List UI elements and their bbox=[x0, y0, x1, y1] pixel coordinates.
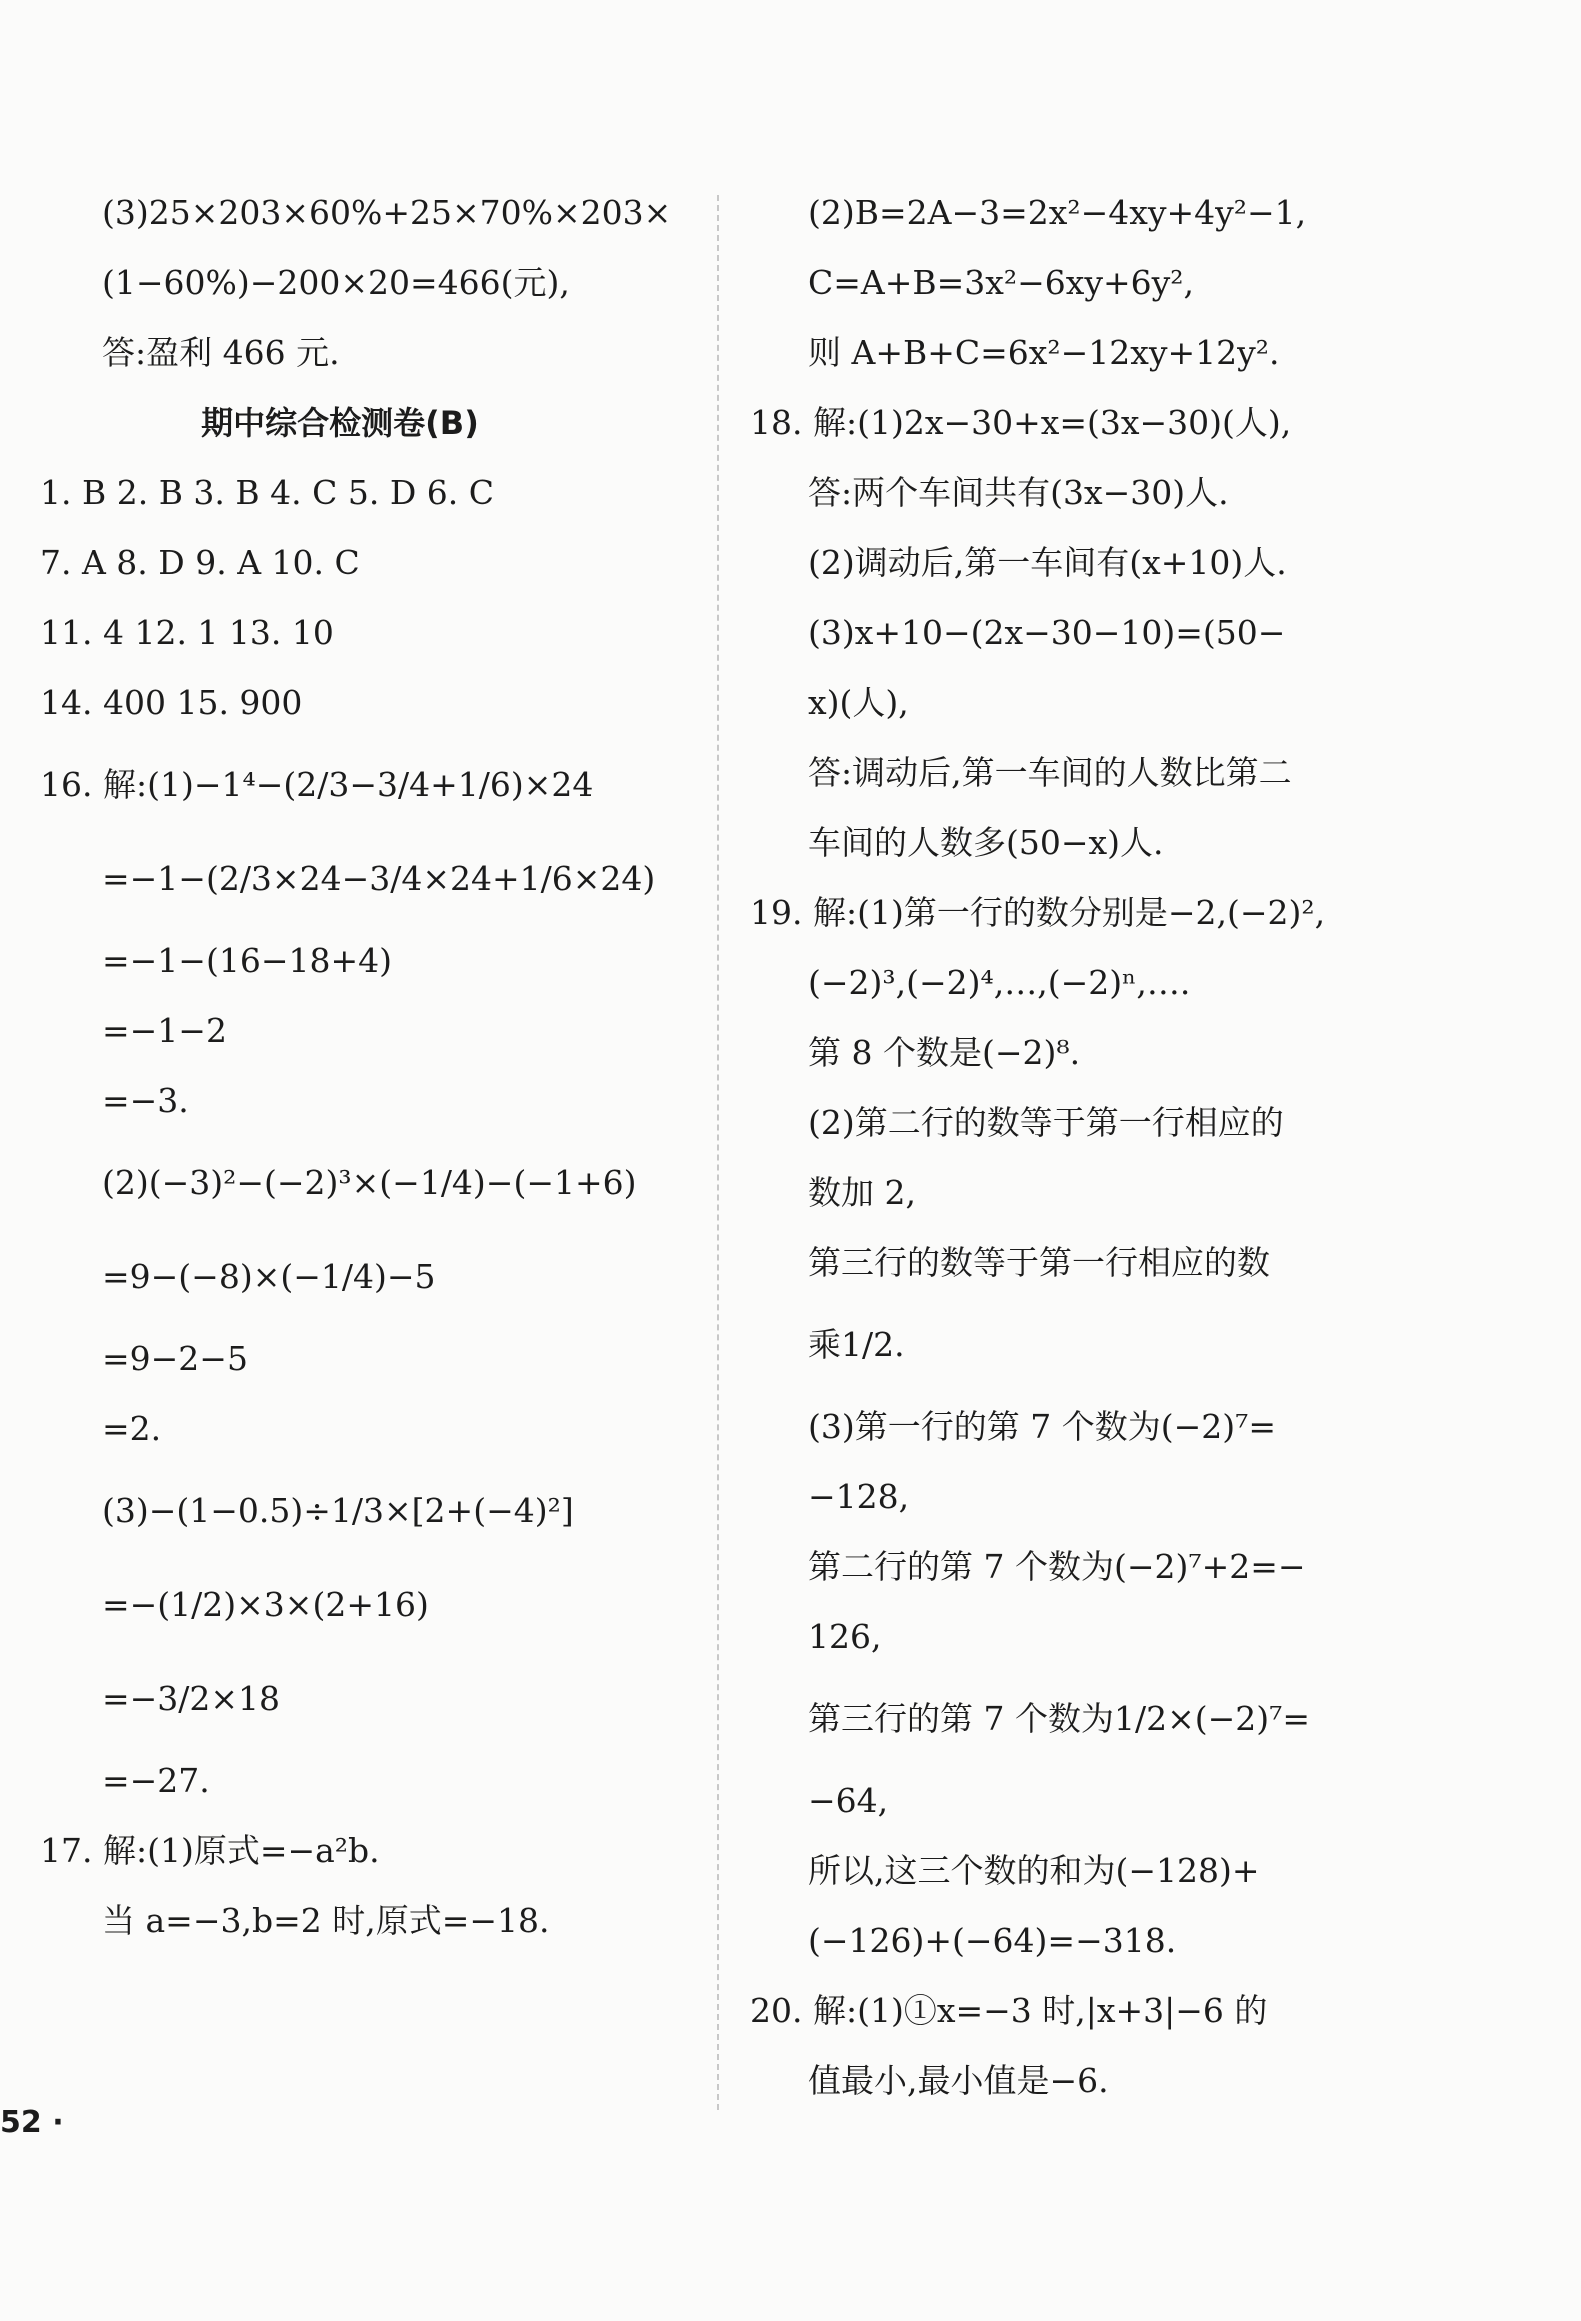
text-line: 值最小,最小值是−6. bbox=[808, 2061, 1109, 2100]
math-step: =−27. bbox=[102, 1761, 210, 1800]
text-line: 126, bbox=[808, 1617, 882, 1656]
problem-19-heading: 19. 解:(1)第一行的数分别是−2,(−2)², bbox=[750, 893, 1326, 932]
page-number: 52 · bbox=[0, 2105, 64, 2140]
text-line: 当 a=−3,b=2 时,原式=−18. bbox=[102, 1901, 550, 1940]
text-line: −64, bbox=[808, 1781, 889, 1820]
text-line: (3)x+10−(2x−30−10)=(50− bbox=[808, 613, 1286, 652]
answer-row: 11. 4 12. 1 13. 10 bbox=[40, 613, 334, 652]
math-step: =−3/2×18 bbox=[102, 1679, 281, 1718]
math-step: (2)(−3)²−(−2)³×(−1/4)−(−1+6) bbox=[102, 1163, 637, 1202]
text-line: (3)第一行的第 7 个数为(−2)⁷= bbox=[808, 1407, 1276, 1446]
math-step: =−3. bbox=[102, 1081, 189, 1120]
text-line: (2)B=2A−3=2x²−4xy+4y²−1, bbox=[808, 193, 1307, 232]
text-line: 数加 2, bbox=[808, 1173, 916, 1212]
math-step: =−1−2 bbox=[102, 1011, 227, 1050]
text-line: −128, bbox=[808, 1477, 910, 1516]
text-line: (3)25×203×60%+25×70%×203× bbox=[102, 193, 672, 232]
text-line: 乘1/2. bbox=[808, 1325, 905, 1364]
answer-row: 1. B 2. B 3. B 4. C 5. D 6. C bbox=[40, 473, 495, 512]
problem-18-heading: 18. 解:(1)2x−30+x=(3x−30)(人), bbox=[750, 403, 1292, 442]
text-line: 所以,这三个数的和为(−128)+ bbox=[808, 1851, 1260, 1890]
left-column bbox=[40, 178, 690, 1956]
math-step: =9−(−8)×(−1/4)−5 bbox=[102, 1257, 436, 1296]
text-line: (−2)³,(−2)⁴,…,(−2)ⁿ,…. bbox=[808, 963, 1191, 1002]
text-line: 车间的人数多(50−x)人. bbox=[808, 823, 1164, 862]
text-line: 答:两个车间共有(3x−30)人. bbox=[808, 473, 1229, 512]
text-line: C=A+B=3x²−6xy+6y², bbox=[808, 263, 1195, 302]
text-line: 第 8 个数是(−2)⁸. bbox=[808, 1033, 1081, 1072]
math-step: =−1−(2/3×24−3/4×24+1/6×24) bbox=[102, 859, 656, 898]
text-line: (1−60%)−200×20=466(元), bbox=[102, 263, 570, 302]
right-column bbox=[750, 178, 1410, 2116]
problem-17-heading: 17. 解:(1)原式=−a²b. bbox=[40, 1831, 380, 1870]
text-line: 答:盈利 466 元. bbox=[102, 333, 340, 372]
text-line: (2)第二行的数等于第一行相应的 bbox=[808, 1103, 1284, 1142]
text-line: 则 A+B+C=6x²−12xy+12y². bbox=[808, 333, 1280, 372]
math-step: =−1−(16−18+4) bbox=[102, 941, 392, 980]
text-line: x)(人), bbox=[808, 683, 909, 722]
text-line: (2)调动后,第一车间有(x+10)人. bbox=[808, 543, 1287, 582]
text-line: 第三行的第 7 个数为1/2×(−2)⁷= bbox=[808, 1699, 1311, 1738]
math-step: =2. bbox=[102, 1409, 162, 1448]
text-line: 第二行的第 7 个数为(−2)⁷+2=− bbox=[808, 1547, 1306, 1586]
section-title: 期中综合检测卷(B) bbox=[201, 404, 479, 442]
problem-16-heading: 16. 解:(1)−1⁴−(2/3−3/4+1/6)×24 bbox=[40, 765, 594, 804]
math-step: =−(1/2)×3×(2+16) bbox=[102, 1585, 429, 1624]
text-line: 答:调动后,第一车间的人数比第二 bbox=[808, 753, 1292, 792]
column-divider bbox=[717, 195, 719, 2110]
math-step: (3)−(1−0.5)÷1/3×[2+(−4)²] bbox=[102, 1491, 574, 1530]
answer-row: 14. 400 15. 900 bbox=[40, 683, 303, 722]
text-line: 第三行的数等于第一行相应的数 bbox=[808, 1243, 1270, 1282]
problem-20-heading: 20. 解:(1)①x=−3 时,|x+3|−6 的 bbox=[750, 1991, 1268, 2030]
text-line: (−126)+(−64)=−318. bbox=[808, 1921, 1177, 1960]
answer-row: 7. A 8. D 9. A 10. C bbox=[40, 543, 360, 582]
math-step: =9−2−5 bbox=[102, 1339, 248, 1378]
